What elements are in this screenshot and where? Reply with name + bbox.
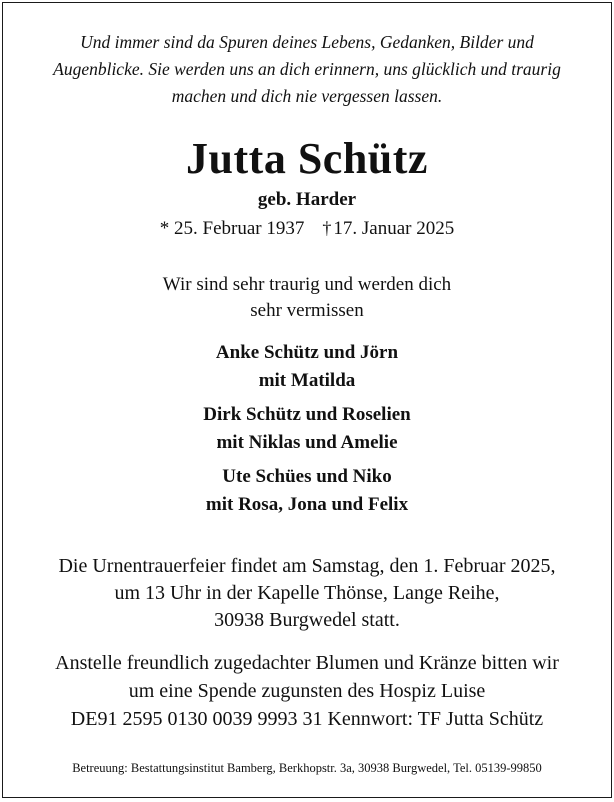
donation-line: um eine Spende zugunsten des Hospiz Luise <box>128 680 486 702</box>
family-members: Dirk Schütz und Roselien <box>203 404 411 425</box>
ceremony-line: um 13 Uhr in der Kapelle Thönse, Lange Reihe, <box>114 582 500 604</box>
donation-bank-details: DE91 2595 0130 0039 9993 31 Kennwort: TF Jutta Schütz <box>70 708 544 730</box>
cross-icon: † <box>322 218 332 238</box>
mourning-line: Wir sind sehr traurig und werden dich <box>162 274 452 295</box>
ceremony-line: 30938 Burgwedel statt. <box>214 609 400 631</box>
ceremony-line: Die Urnentrauerfeier findet am Samstag, den 1. Februar 2025, <box>58 555 556 577</box>
donation-line: Anstelle freundlich zugedachter Blumen und Kränze bitten wir <box>55 652 559 674</box>
family-list <box>3 339 611 525</box>
death-date: 17. Januar 2025 <box>333 218 455 239</box>
family-group <box>3 401 611 456</box>
deceased-name: Jutta Schütz <box>186 134 428 183</box>
birth-date: * 25. Februar 1937 <box>159 218 305 239</box>
family-children: mit Niklas und Amelie <box>216 431 398 453</box>
verse-line: Und immer sind da Spuren deines Lebens, Gedanken, Bilder und <box>80 32 534 52</box>
funeral-ceremony-info <box>3 553 611 634</box>
obituary-notice <box>2 2 612 798</box>
family-members: Anke Schütz und Jörn <box>215 342 399 363</box>
mourning-line: sehr vermissen <box>250 300 364 321</box>
verse-line: Augenblicke. Sie werden uns an dich erinnern, uns glücklich und traurig <box>53 59 561 79</box>
family-group <box>3 339 611 394</box>
mourning-message <box>3 272 611 324</box>
birth-name: geb. Harder <box>257 189 357 210</box>
family-members: Ute Schües und Niko <box>222 466 392 487</box>
memorial-verse <box>3 29 611 110</box>
life-dates <box>3 214 611 243</box>
verse-line: machen und dich nie vergessen lassen. <box>171 86 443 106</box>
donation-request <box>3 649 611 733</box>
funeral-home-footer: Betreuung: Bestattungsinstitut Bamberg, Berkhopstr. 3a, 30938 Burgwedel, Tel. 05139-99850 <box>72 761 542 775</box>
family-children: mit Matilda <box>258 369 356 391</box>
family-group <box>3 463 611 518</box>
family-children: mit Rosa, Jona und Felix <box>205 493 409 515</box>
